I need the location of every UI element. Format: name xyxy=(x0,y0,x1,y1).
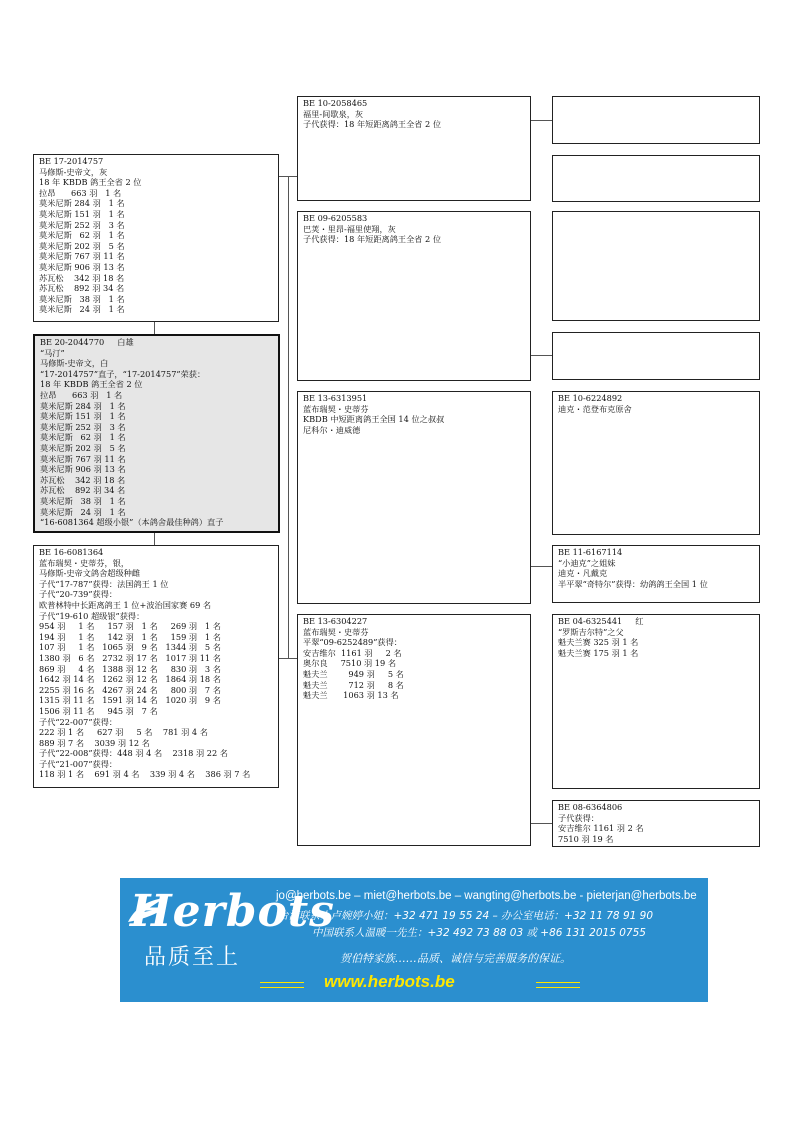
website-link[interactable]: www.herbots.be xyxy=(324,972,455,991)
pedigree-line: 拉昂 663 羽 1 名 xyxy=(40,389,123,400)
sire-sire-box xyxy=(297,96,531,201)
slogan: 品质至上 xyxy=(144,945,241,970)
dam-box xyxy=(33,545,279,788)
pedigree-line: 莫米尼斯 24 羽 1 名 xyxy=(40,506,126,517)
pedigree-line: “17-2014757”直子，“17-2014757”荣获： xyxy=(40,368,206,379)
pedigree-line: 18 年 KBDB 鸽王全省 2 位 xyxy=(40,379,143,390)
pedigree-line: 魁夫兰 712 羽 8 名 xyxy=(303,679,404,690)
pedigree-line: 莫米尼斯 62 羽 1 名 xyxy=(40,432,126,443)
dam-dam-box xyxy=(297,614,531,846)
pedigree-line: 莫米尼斯 38 羽 1 名 xyxy=(39,293,125,304)
pedigree-line: 马修斯-史帝文，白 xyxy=(40,358,109,369)
pedigree-line: 苏瓦松 342 羽 18 名 xyxy=(39,272,125,283)
pedigree-line: 7510 羽 19 名 xyxy=(558,833,614,844)
pedigree-line: 莫米尼斯 906 羽 13 名 xyxy=(39,261,125,272)
pedigree-line: 拉昂 663 羽 1 名 xyxy=(39,187,122,198)
pedigree-line: 苏瓦松 342 羽 18 名 xyxy=(40,474,126,485)
pedigree-line: 蓝布瑞契・史蒂芬 xyxy=(303,626,369,637)
contact-phone-china: 中国联系人温暖一先生：+32 492 73 88 03 或 +86 131 2015 0755 xyxy=(312,927,646,939)
pedigree-line: 子代“17-787”获得：法国鸽王 1 位 xyxy=(39,578,169,589)
pedigree-line: 莫米尼斯 202 羽 5 名 xyxy=(40,442,126,453)
service-statement: 贺伯特家族……品质、诚信与完善服务的保证。 xyxy=(340,952,571,965)
pedigree-line: 莫米尼斯 906 羽 13 名 xyxy=(40,464,126,475)
g4-box-1 xyxy=(552,96,760,144)
connector xyxy=(531,823,552,824)
pedigree-line: 222 羽 1 名 627 羽 5 名 781 羽 4 名 xyxy=(39,727,208,738)
pedigree-line: 莫米尼斯 252 羽 3 名 xyxy=(39,219,125,230)
pedigree-line: KBDB 中短距离鸽王全国 14 位之叔叔 xyxy=(303,414,445,425)
pedigree-line: 福里-间歇泉，灰 xyxy=(303,108,364,119)
pedigree-line: 889 羽 7 名 3039 羽 12 名 xyxy=(39,737,150,748)
connector xyxy=(288,176,289,658)
ring-number: BE 10-2058465 xyxy=(303,98,368,108)
pedigree-line: 马修斯-史帝文鸽舍超级种雌 xyxy=(39,568,141,579)
pedigree-line: 蓝布瑞契・史蒂芬 xyxy=(303,403,369,414)
herbots-banner xyxy=(120,878,708,1002)
pedigree-line: 莫米尼斯 24 羽 1 名 xyxy=(39,304,125,315)
pedigree-line: 迪克・凡戴克 xyxy=(558,568,608,579)
pedigree-line: 1315 羽 11 名 1591 羽 14 名 1020 羽 9 名 xyxy=(39,695,221,706)
pedigree-line: “16-6081364 超级小银”（本鸽舍最佳种鸽）直子 xyxy=(40,517,224,528)
pedigree-line: 魁夫兰赛 175 羽 1 名 xyxy=(558,647,639,658)
pedigree-line: 869 羽 4 名 1388 羽 12 名 830 羽 3 名 xyxy=(39,663,221,674)
pedigree-line: 莫米尼斯 202 羽 5 名 xyxy=(39,240,125,251)
pedigree-line: 马修斯-史帝文，灰 xyxy=(39,166,108,177)
pedigree-line: 107 羽 1 名 1065 羽 9 名 1344 羽 5 名 xyxy=(39,642,221,653)
g4-box-8 xyxy=(552,800,760,847)
pedigree-line: “马汀” xyxy=(40,347,65,358)
pedigree-line: 子代“19-610 超级银”获得： xyxy=(39,610,145,621)
pedigree-line: 莫米尼斯 767 羽 11 名 xyxy=(39,251,125,262)
pedigree-line: 954 羽 1 名 157 羽 1 名 269 羽 1 名 xyxy=(39,621,221,632)
pedigree-line: 1506 羽 11 名 945 羽 7 名 xyxy=(39,705,158,716)
pedigree-line: 莫米尼斯 62 羽 1 名 xyxy=(39,230,125,241)
pedigree-line: 莫米尼斯 252 羽 3 名 xyxy=(40,421,126,432)
decorative-rule xyxy=(260,982,304,988)
subject-box xyxy=(33,334,280,533)
connector xyxy=(531,355,552,356)
dam-sire-box xyxy=(297,391,531,604)
g4-box-2 xyxy=(552,155,760,202)
pedigree-line: 半平翠“奇特尔”获得：幼鸽鸽王全国 1 位 xyxy=(558,578,708,589)
connector xyxy=(279,658,297,659)
ring-number: BE 04-6325441 红 xyxy=(558,616,644,626)
pedigree-line: 194 羽 1 名 142 羽 1 名 159 羽 1 名 xyxy=(39,631,221,642)
pedigree-line: 1380 羽 6 名 2732 羽 17 名 1017 羽 11 名 xyxy=(39,652,221,663)
ring-number: BE 16-6081364 xyxy=(39,547,104,557)
pedigree-line: 平翠“09-6252489”获得： xyxy=(303,637,402,648)
pedigree-line: 尼科尔・迪威德 xyxy=(303,424,361,435)
pedigree-line: 1642 羽 14 名 1262 羽 12 名 1864 羽 18 名 xyxy=(39,674,221,685)
pedigree-line: 莫米尼斯 767 羽 11 名 xyxy=(40,453,126,464)
g4-box-5 xyxy=(552,391,760,535)
ring-number: BE 11-6167114 xyxy=(558,547,623,557)
pedigree-line: 安吉维尔 1161 羽 2 名 xyxy=(303,647,402,658)
ring-number: BE 09-6205583 xyxy=(303,213,368,223)
connector xyxy=(531,566,552,567)
pedigree-line: 莫米尼斯 38 羽 1 名 xyxy=(40,495,126,506)
pedigree-line: 子代“20-739”获得： xyxy=(39,589,118,600)
pedigree-line: 魁夫兰 949 羽 5 名 xyxy=(303,668,404,679)
g4-box-3 xyxy=(552,211,760,321)
pedigree-line: 子代获得： xyxy=(558,812,599,823)
contact-phone-taiwan: 台湾联系人卢婉婷小姐：+32 471 19 55 24 – 办公室电话：+32 11 78 91 90 xyxy=(278,910,654,922)
pedigree-line: 子代“22-007”获得： xyxy=(39,716,118,727)
pedigree-line: 迪克・范登布克原舍 xyxy=(558,403,632,414)
ring-number: BE 17-2014757 xyxy=(39,156,104,166)
sire-dam-box xyxy=(297,211,531,381)
ring-number: BE 08-6364806 xyxy=(558,802,623,812)
pedigree-line: 莫米尼斯 151 羽 1 名 xyxy=(39,208,125,219)
connector xyxy=(154,322,155,334)
ring-number: BE 13-6304227 xyxy=(303,616,368,626)
pedigree-line: 子代“21-007”获得： xyxy=(39,758,118,769)
pedigree-line: 巴荚・里昂-福里使翔，灰 xyxy=(303,223,396,234)
connector xyxy=(154,533,155,545)
ring-number: BE 13-6313951 xyxy=(303,393,368,403)
pedigree-line: “小迪克”之姐妹 xyxy=(558,557,616,568)
contact-emails[interactable]: jo@herbots.be – miet@herbots.be – wangting@herbots.be - pieterjan@herbots.be xyxy=(276,890,697,902)
pedigree-line: 安吉维尔 1161 羽 2 名 xyxy=(558,823,644,834)
pedigree-line: 苏瓦松 892 羽 34 名 xyxy=(40,485,126,496)
g4-box-7 xyxy=(552,614,760,789)
pedigree-line: 苏瓦松 892 羽 34 名 xyxy=(39,283,125,294)
pedigree-line: 子代获得：18 年短距离鸽王全省 2 位 xyxy=(303,234,442,245)
pedigree-line: 魁夫兰 1063 羽 13 名 xyxy=(303,690,399,701)
pedigree-line: 魁夫兰赛 325 羽 1 名 xyxy=(558,637,639,648)
connector xyxy=(531,120,552,121)
g4-box-4 xyxy=(552,332,760,380)
pedigree-line: 奥尔良 7510 羽 19 名 xyxy=(303,658,397,669)
pedigree-line: “罗斯吉尔特”之父 xyxy=(558,626,624,637)
herbots-logo: Herbots xyxy=(130,886,335,937)
g4-box-6 xyxy=(552,545,760,603)
sire-box xyxy=(33,154,279,322)
pedigree-line: 子代获得：18 年短距离鸽王全省 2 位 xyxy=(303,119,442,130)
ring-number: BE 20-2044770 白雄 xyxy=(40,337,134,347)
pedigree-line: 欧普林特中长距离鸽王 1 位+波治国家赛 69 名 xyxy=(39,599,212,610)
pedigree-line: 蓝布瑞契・史蒂芬，银， xyxy=(39,557,130,568)
pedigree-line: 2255 羽 16 名 4267 羽 24 名 800 羽 7 名 xyxy=(39,684,221,695)
decorative-rule xyxy=(536,982,580,988)
pedigree-line: 子代“22-008”获得：448 羽 4 名 2318 羽 22 名 xyxy=(39,748,228,759)
pedigree-line: 118 羽 1 名 691 羽 4 名 339 羽 4 名 386 羽 7 名 xyxy=(39,769,251,780)
pedigree-line: 18 年 KBDB 鸽王全省 2 位 xyxy=(39,177,142,188)
pedigree-line: 莫米尼斯 284 羽 1 名 xyxy=(40,400,126,411)
pedigree-line: 莫米尼斯 284 羽 1 名 xyxy=(39,198,125,209)
ring-number: BE 10-6224892 xyxy=(558,393,623,403)
pedigree-line: 莫米尼斯 151 羽 1 名 xyxy=(40,411,126,422)
